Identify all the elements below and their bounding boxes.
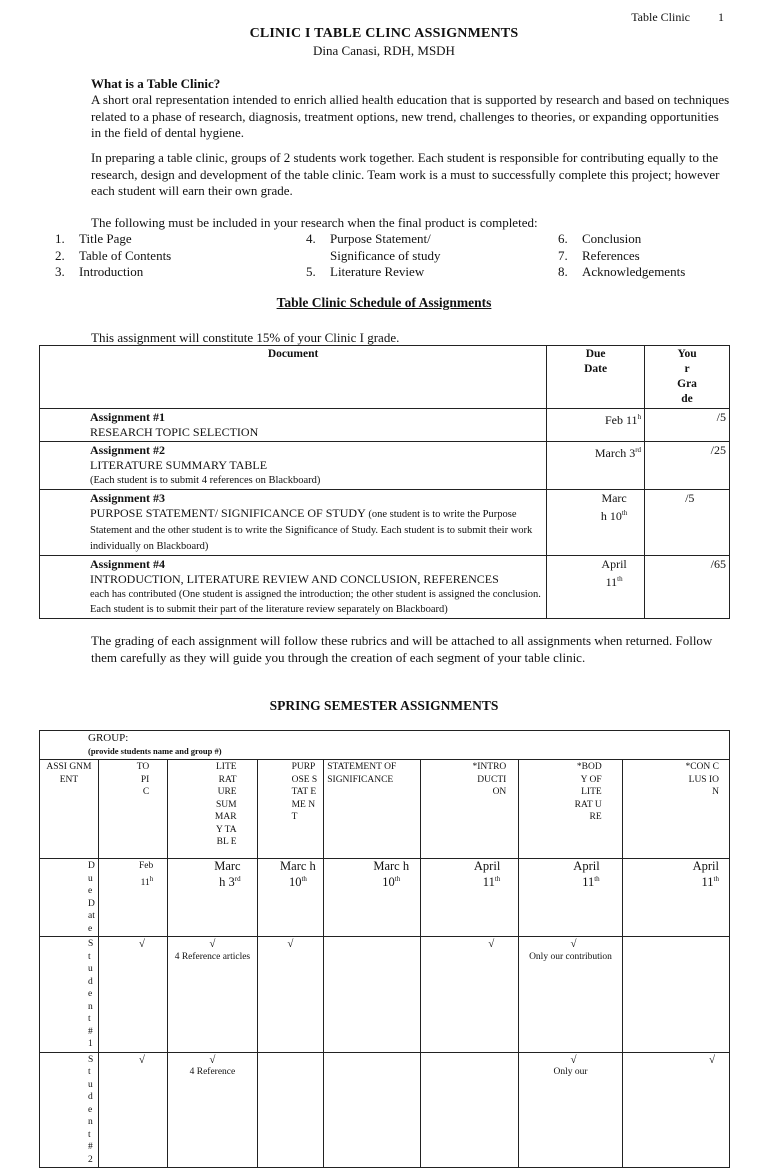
group-label: GROUP: [88,732,129,744]
lit-summary-header: LITE RAT URE SUM MAR Y TABL E [168,760,257,859]
table-row: Stude nt #1 √ √ 4 Reference articles √ √ √ Only our contribution [40,937,730,1053]
list-item: 8. Acknowledgements [558,264,686,279]
table-row: Assignment #3 PURPOSE STATEMENT/ SIGNIFICANCE OF STUDY (one student is to write the Purpose Statement and the other student is to write the Significance of Study. Each student is to submit their work individually on Blackboard) Marc h 10th /5 [40,490,730,556]
list-item: 5. Literature Review [306,264,425,279]
due-date-row: Due Date Feb 11$^h$ Marc h 3rd Marc h 10th Marc h 10th April 11th April 11th April 11th [40,859,730,937]
list-item: 2. Table of Contents [55,247,172,263]
conclusion-header: *CON CLUS ION [622,760,729,859]
list-item: 6. Conclusion [558,231,642,246]
grading-note: The grading of each assignment will follow these rubrics and will be attached to all assignments when returned. Follow them carefully as they will guide you through the creation of each segment of your table clinic. [91,633,713,665]
document-title: CLINIC I TABLE CLINC ASSIGNMENTS [249,26,519,41]
list-item: 4. Purpose Statement/ [306,231,431,246]
running-header [631,10,724,25]
schedule-title: Table Clinic Schedule of Assignments [276,295,492,310]
list-item: 1. Title Page [55,231,132,246]
grade-weight-note: This assignment will constitute 15% of your Clinic I grade. [91,330,400,345]
section-heading: What is a Table Clinic? [91,76,221,91]
table-row: Stude nt #2 √ √ 4 Reference √ Only our √ [40,1052,730,1168]
spring-assignments-table [39,730,730,1168]
purpose-header: PURP OSE STAT EME NT [257,760,324,859]
list-item: 7. References [558,247,640,263]
assignment-header: ASSI GNM ENT [40,760,99,859]
group-row [40,731,730,760]
definition-paragraph: A short oral representation intended to enrich allied health education that is supported by research and based on techniques related to a phase of research, diagnosis, treatment options, new trend, challenges to theories, or expanding opportunities in the field of dental hygiene. [91,92,730,140]
table-row: Assignment #4 INTRODUCTION, LITERATURE REVIEW AND CONCLUSION, REFERENCES each has contributed (One student is assigned the introduction; the other student is assigned the conclusion. Each student is to submit their part of the literature review separately on Blackboard) April 11th /65 [40,556,730,619]
table-header-row [40,346,730,409]
group-note: (provide students name and group #) [88,745,222,756]
table-row: Assignment #1 RESEARCH TOPIC SELECTION Feb 11$^h$ /5 [40,409,730,442]
document-header: Document [40,346,547,409]
schedule-table [39,345,730,619]
running-title: Table Clinic [631,10,690,24]
table-row: Assignment #2 LITERATURE SUMMARY TABLE (Each student is to submit 4 references on Blackboard) March 3rd /25 [40,442,730,490]
list-item: Significance of study [330,247,441,263]
spring-title: SPRING SEMESTER ASSIGNMENTS [269,698,499,713]
body-header: *BOD Y OF LITE RAT URE [519,760,622,859]
grade-header: You r Gra de [645,346,730,409]
author-line: Dina Canasi, RDH, MSDH [313,43,455,58]
topic-header: TOPI C [98,760,167,859]
introduction-header: *INTRO DUCTI ON [421,760,519,859]
requirements-intro: The following must be included in your research when the final product is completed: [91,215,538,230]
column-header-row [40,760,730,859]
significance-header: STATEMENT OF SIGNIFICANCE [324,760,421,859]
page-number: 1 [718,10,724,24]
due-date-header: Due Date [547,346,645,409]
group-paragraph: In preparing a table clinic, groups of 2 students work together. Each student is responsible for contributing equally to the research, design and development of the table clinic. Team work is a must to successfully complete this project; however each student will earn their own grade. [91,150,720,198]
list-item: 3. Introduction [55,264,144,279]
due-date-label: Due Date [40,859,99,937]
